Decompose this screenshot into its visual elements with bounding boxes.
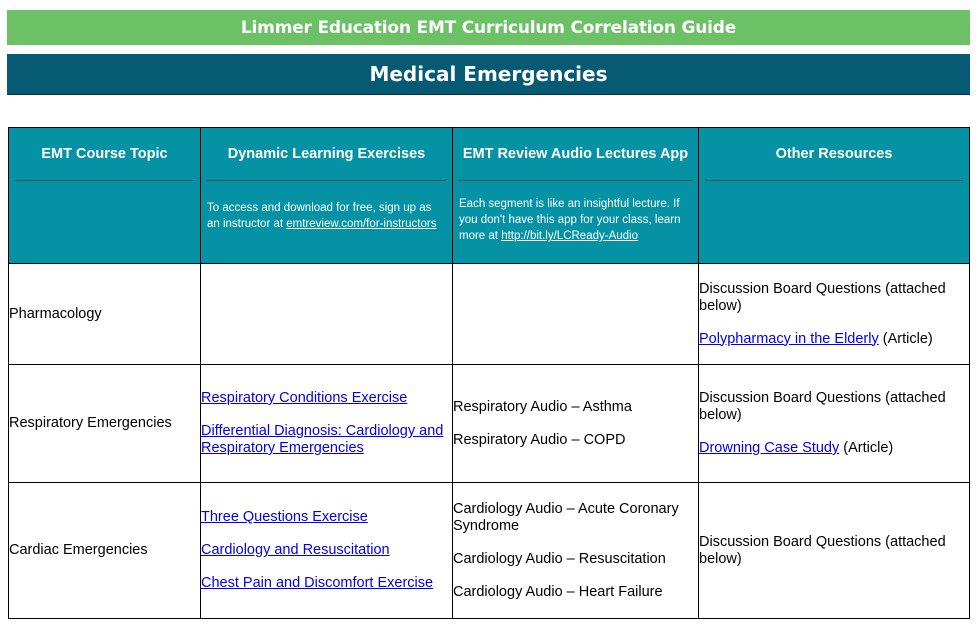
audio-cell [453, 483, 699, 619]
audio-cell [453, 365, 699, 483]
topic-cell [9, 264, 201, 365]
topic-label: Pharmacology [9, 305, 102, 322]
column-title: Dynamic Learning Exercises [207, 146, 446, 181]
discussion-text: Discussion Board Questions (attached below) [699, 533, 946, 567]
column-header-resources [699, 128, 970, 264]
topic-label: Respiratory Emergencies [9, 415, 172, 431]
exercise-link-cardiology-resuscitation[interactable]: Cardiology and Resuscitation [201, 542, 390, 558]
exercise-link-differential-diagnosis[interactable]: Differential Diagnosis: Cardiology and Respiratory Emergencies [201, 423, 444, 456]
column-header-topic [9, 128, 201, 264]
column-note [207, 200, 446, 232]
topic-cell [9, 483, 201, 619]
column-title: Other Resources [705, 146, 963, 181]
column-title: EMT Review Audio Lectures App [459, 146, 692, 181]
guide-title: Limmer Education EMT Curriculum Correlation Guide [240, 17, 737, 38]
resource-link-suffix: (Article) [839, 440, 894, 456]
table-row [9, 483, 970, 619]
audio-item: Cardiology Audio – Heart Failure [453, 583, 663, 600]
audio-item: Respiratory Audio – COPD [453, 431, 626, 448]
exercise-link-chest-pain[interactable]: Chest Pain and Discomfort Exercise [201, 575, 434, 591]
resource-link-polypharmacy[interactable]: Polypharmacy in the Elderly [699, 330, 879, 347]
resource-link-drowning[interactable]: Drowning Case Study [699, 440, 840, 456]
column-note-text: Each segment is like an insightful lecture. If you don't have this app for your class, learn more at [459, 198, 681, 242]
exercise-link-three-questions[interactable]: Three Questions Exercise [201, 509, 368, 525]
audio-item: Cardiology Audio – Acute Coronary Syndrome [453, 500, 679, 534]
table-row [9, 365, 970, 483]
column-note [459, 196, 692, 244]
topic-cell [9, 365, 201, 483]
correlation-table [8, 127, 970, 619]
audio-app-link[interactable]: http://bit.ly/LCReady-Audio [501, 230, 638, 242]
audio-item: Cardiology Audio – Resuscitation [453, 550, 666, 567]
instructor-signup-link[interactable]: emtreview.com/for-instructors [286, 218, 437, 230]
resources-cell [699, 365, 970, 483]
table-row [9, 264, 970, 365]
resources-cell [699, 483, 970, 619]
resources-cell [699, 264, 970, 365]
section-title: Medical Emergencies [369, 62, 608, 86]
column-note-text: To access and download for free, sign up as an instructor at [207, 202, 432, 230]
exercises-cell [201, 264, 453, 365]
exercises-cell [201, 365, 453, 483]
column-title: EMT Course Topic [15, 146, 194, 181]
resource-link-suffix: (Article) [878, 330, 933, 347]
column-header-exercises [201, 128, 453, 264]
column-header-audio [453, 128, 699, 264]
exercises-cell [201, 483, 453, 619]
discussion-text: Discussion Board Questions (attached below) [699, 280, 946, 314]
topic-label: Cardiac Emergencies [9, 542, 148, 558]
guide-title-banner [7, 10, 970, 45]
exercise-link-respiratory-conditions[interactable]: Respiratory Conditions Exercise [201, 390, 408, 406]
discussion-text: Discussion Board Questions (attached below) [699, 390, 946, 423]
section-title-banner [7, 54, 970, 95]
audio-item: Respiratory Audio – Asthma [453, 398, 632, 415]
audio-cell [453, 264, 699, 365]
